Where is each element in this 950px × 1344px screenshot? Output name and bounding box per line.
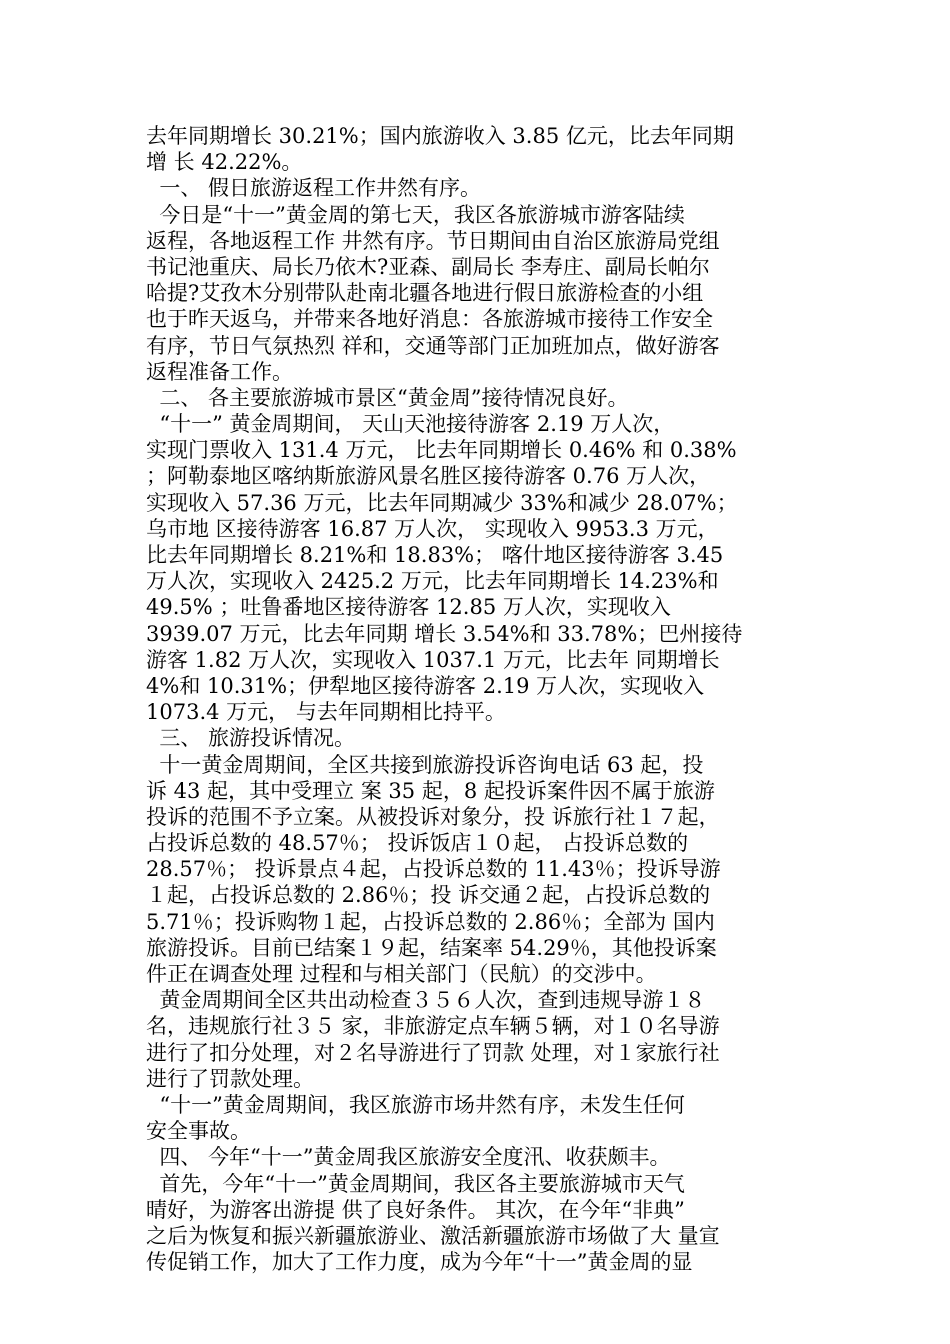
text-line: 5.71％；投诉购物１起，占投诉总数的 2.86％；全部为 国内 [146, 909, 715, 934]
text-line: 4%和 10.31%；伊犁地区接待游客 2.19 万人次，实现收入 [146, 673, 705, 698]
text-line: 晴好，为游客出游提 供了良好条件。 其次，在今年“非典” [146, 1197, 685, 1222]
text-line: 旅游投诉。目前已结案１９起，结案率 54.29％，其他投诉案 [146, 935, 717, 960]
text-line: 三、 旅游投诉情况。 [146, 726, 356, 751]
text-line: 占投诉总数的 48.57％； 投诉饭店１０起， 占投诉总数的 [146, 831, 689, 856]
text-line: 有序，节日气氛热烈 祥和，交通等部门正加班加点，做好游客 [146, 333, 720, 358]
text-line: 万人次，实现收入 2425.2 万元，比去年同期增长 14.23%和 [146, 569, 719, 594]
text-line: 返程准备工作。 [146, 359, 293, 384]
document-body [146, 123, 806, 1275]
text-line: 四、 今年“十一”黄金周我区旅游安全度汛、收获颇丰。 [146, 1145, 671, 1170]
text-line: 比去年同期增长 8.21%和 18.83%； 喀什地区接待游客 3.45 [146, 543, 724, 567]
text-line: 乌市地 区接待游客 16.87 万人次， 实现收入 9953.3 万元， [146, 516, 719, 541]
text-line: 黄金周期间全区共出动检查３５６人次，查到违规导游１８ [146, 988, 706, 1013]
text-line: “十一”黄金周期间，我区旅游市场井然有序，未发生任何 [146, 1092, 685, 1117]
text-line: 投诉的范围不予立案。从被投诉对象分，投 诉旅行社１７起， [146, 804, 720, 829]
text-line: 二、 各主要旅游城市景区“黄金周”接待情况良好。 [146, 385, 629, 410]
text-line: 返程，各地返程工作 井然有序。节日期间由自治区旅游局党组 [146, 228, 720, 253]
text-line: 实现收入 57.36 万元，比去年同期减少 33%和减少 28.07%； [146, 490, 738, 515]
text-line: 一、 假日旅游返程工作井然有序。 [146, 176, 482, 201]
text-line: 实现门票收入 131.4 万元， 比去年同期增长 0.46% 和 0.38% [146, 438, 737, 463]
text-line: 1073.4 万元， 与去年同期相比持平。 [146, 700, 506, 725]
text-line: 书记池重庆、局长乃依木?亚森、副局长 李寿庄、副局长帕尔 [146, 254, 710, 279]
text-line: 也于昨天返乌，并带来各地好消息：各旅游城市接待工作安全 [146, 307, 713, 332]
text-line: 十一黄金周期间，全区共接到旅游投诉咨询电话 63 起，投 [146, 752, 704, 777]
text-line: 增 长 42.22%。 [146, 150, 303, 175]
text-line: 件正在调查处理 过程和与相关部门（民航）的交涉中。 [146, 962, 657, 986]
text-line: 游客 1.82 万人次，实现收入 1037.1 万元，比去年 同期增长 [146, 647, 720, 672]
text-line: 3939.07 万元，比去年同期 增长 3.54%和 33.78%；巴州接待 [146, 621, 743, 646]
text-line: 进行了扣分处理，对２名导游进行了罚款 处理，对１家旅行社 [146, 1040, 720, 1065]
text-line: １起，占投诉总数的 2.86％；投 诉交通２起，占投诉总数的 [146, 883, 711, 908]
text-line: 哈提?艾孜木分别带队赴南北疆各地进行假日旅游检查的小组 [146, 281, 704, 306]
text-line: 49.5% ；吐鲁番地区接待游客 12.85 万人次，实现收入 [146, 595, 671, 620]
text-line: 传促销工作，加大了工作力度，成为今年“十一”黄金周的显 [146, 1250, 693, 1275]
text-line: 诉 43 起，其中受理立 案 35 起，8 起投诉案件因不属于旅游 [146, 778, 715, 803]
text-line: 今日是“十一”黄金周的第七天，我区各旅游城市游客陆续 [146, 202, 685, 227]
text-line: 之后为恢复和振兴新疆旅游业、激活新疆旅游市场做了大 量宣 [146, 1223, 720, 1248]
text-line: “十一” 黄金周期间， 天山天池接待游客 2.19 万人次， [146, 412, 675, 437]
text-line: 名，违规旅行社３５ 家，非旅游定点车辆５辆，对１０名导游 [146, 1014, 720, 1039]
text-line: 安全事故。 [146, 1119, 251, 1144]
text-line: ；阿勒泰地区喀纳斯旅游风景名胜区接待游客 0.76 万人次， [146, 464, 711, 489]
text-line: 进行了罚款处理。 [146, 1066, 314, 1091]
text-line: 去年同期增长 30.21%；国内旅游收入 3.85 亿元，比去年同期 [146, 124, 734, 148]
text-line: 28.57％； 投诉景点４起，占投诉总数的 11.43％；投诉导游 [146, 857, 721, 882]
text-line: 首先，今年“十一”黄金周期间，我区各主要旅游城市天气 [146, 1171, 685, 1196]
